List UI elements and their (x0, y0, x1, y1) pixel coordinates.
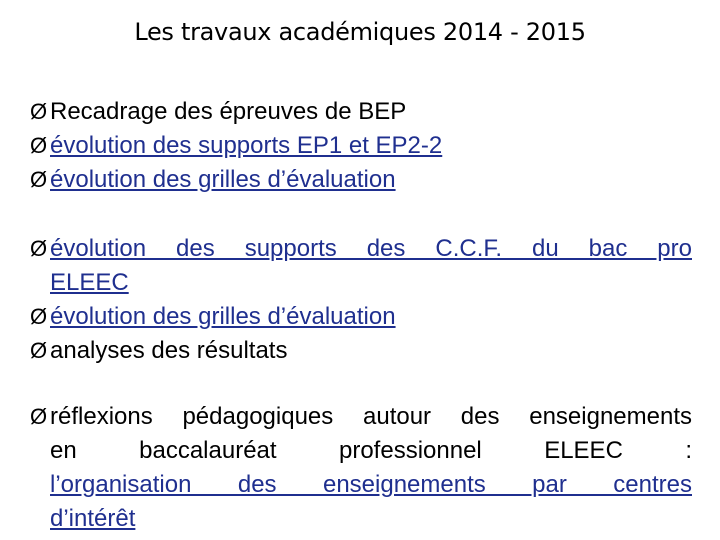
item-text: analyses des résultats (50, 337, 288, 364)
link-organisation[interactable]: l’organisation des enseignements par centres (50, 471, 692, 498)
list-item (30, 129, 692, 163)
slide-title: Les travaux académiques 2014 - 2015 (134, 18, 586, 46)
list-item (30, 232, 692, 300)
arrow-bullet-icon: Ø (30, 167, 48, 192)
link-evolution-grilles[interactable]: évolution des grilles d’évaluation (50, 166, 396, 193)
arrow-bullet-icon: Ø (30, 133, 48, 158)
bullet-group-1 (30, 95, 692, 197)
bullet-group-2 (30, 232, 692, 368)
item-text-line1: réflexions pédagogiques autour des enseignements (50, 403, 692, 430)
link-eleec[interactable]: ELEEC (50, 269, 129, 296)
item-text: Recadrage des épreuves de BEP (50, 98, 407, 125)
arrow-bullet-icon: Ø (30, 99, 48, 124)
item-text-line2: en baccalauréat professionnel ELEEC : (50, 437, 692, 464)
list-item (30, 334, 692, 368)
link-evolution-ccf[interactable]: évolution des supports des C.C.F. du bac pro (50, 235, 692, 262)
list-item (30, 400, 692, 536)
link-evolution-grilles-2[interactable]: évolution des grilles d’évaluation (50, 303, 396, 330)
bullet-group-3 (30, 400, 692, 536)
arrow-bullet-icon: Ø (30, 304, 48, 329)
link-evolution-supports[interactable]: évolution des supports EP1 et EP2-2 (50, 132, 443, 159)
list-item (30, 163, 692, 197)
list-item (30, 300, 692, 334)
arrow-bullet-icon: Ø (30, 338, 48, 363)
arrow-bullet-icon: Ø (30, 236, 48, 261)
arrow-bullet-icon: Ø (30, 404, 48, 429)
list-item (30, 95, 692, 129)
link-interet[interactable]: d’intérêt (50, 505, 136, 532)
